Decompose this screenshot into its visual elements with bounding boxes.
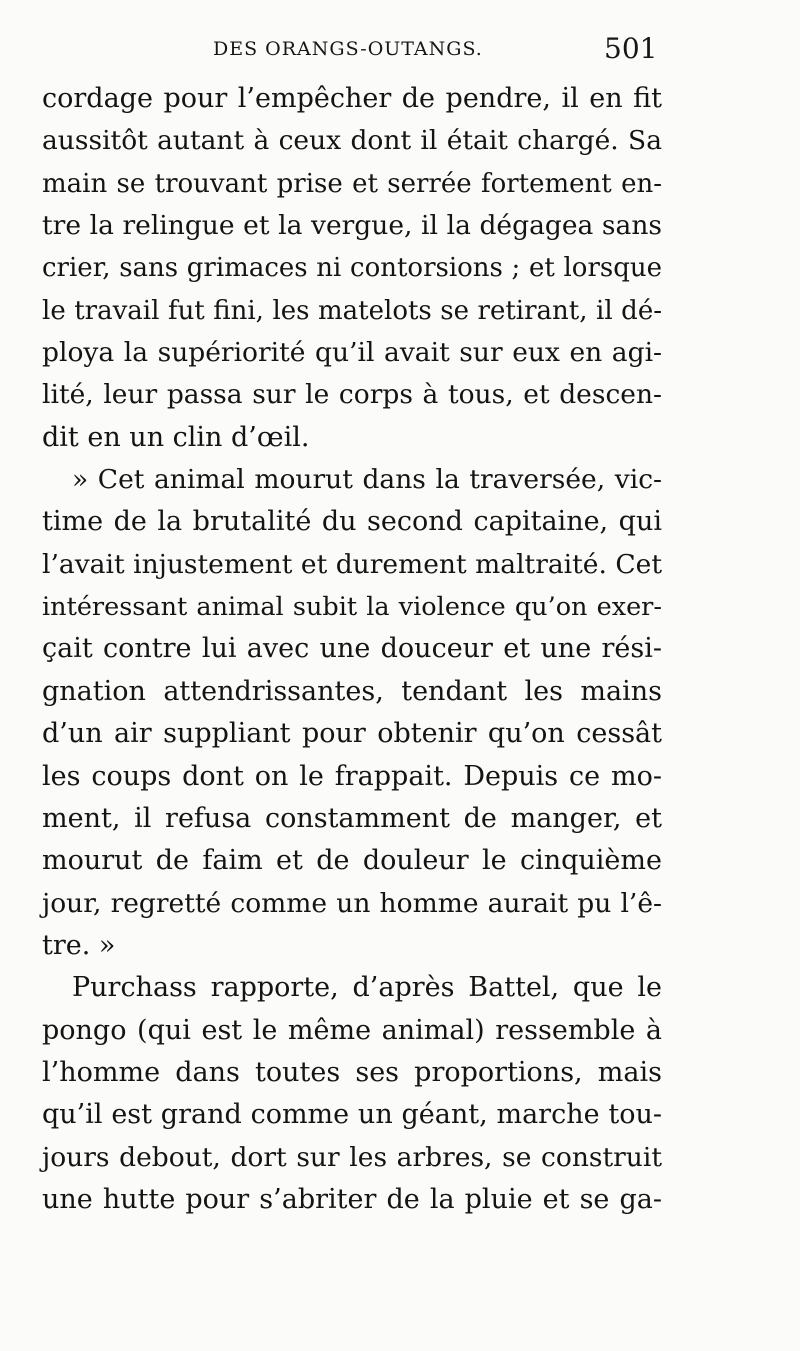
paragraph-end-line: tre. » bbox=[42, 929, 116, 961]
paragraph-start-line: Purchass rapporte, d’après Battel, que le bbox=[72, 972, 662, 1004]
text-line: cordage pour l’empêcher de pendre, il en fit bbox=[42, 83, 662, 114]
running-title: DES ORANGS-OUTANGS. bbox=[213, 38, 483, 60]
text-line: lité, leur passa sur le corps à tous, et descen- bbox=[42, 379, 662, 411]
text-line: pongo (qui est le même animal) ressemble à bbox=[42, 1014, 662, 1046]
page-number: 501 bbox=[604, 32, 658, 65]
text-line: l’homme dans toutes ses proportions, mais bbox=[42, 1056, 662, 1088]
text-line: mourut de faim et de douleur le cinquième bbox=[42, 845, 662, 877]
text-line: gnation attendrissantes, tendant les mains bbox=[42, 675, 662, 707]
text-line: le travail fut fini, les matelots se retirant, il dé- bbox=[42, 295, 662, 326]
text-line: time de la brutalité du second capitaine, qui bbox=[42, 506, 662, 538]
text-line: main se trouvant prise et serrée fortement en- bbox=[42, 168, 662, 199]
body-text bbox=[42, 78, 662, 1221]
text-line: jours debout, dort sur les arbres, se construit bbox=[42, 1141, 662, 1173]
text-line: d’un air suppliant pour obtenir qu’on cessât bbox=[42, 718, 662, 750]
text-line: jour, regretté comme un homme aurait pu l’ê- bbox=[42, 887, 662, 919]
paragraph-end-line: dit en un clin d’œil. bbox=[42, 421, 310, 453]
text-line: crier, sans grimaces ni contorsions ; et lorsque bbox=[42, 253, 662, 284]
text-line: une hutte pour s’abriter de la pluie et se ga- bbox=[42, 1183, 662, 1215]
text-line: intéressant animal subit la violence qu’on exer- bbox=[42, 592, 662, 623]
text-line: tre la relingue et la vergue, il la dégagea sans bbox=[42, 210, 662, 242]
text-line: les coups dont on le frappait. Depuis ce mo- bbox=[42, 760, 662, 792]
text-line: ment, il refusa constamment de manger, et bbox=[42, 802, 662, 834]
running-head bbox=[0, 30, 800, 70]
text-line: qu’il est grand comme un géant, marche tou- bbox=[42, 1099, 662, 1131]
text-line: çait contre lui avec une douceur et une rési- bbox=[42, 633, 662, 665]
text-line: ploya la supériorité qu’il avait sur eux en agi- bbox=[42, 337, 662, 369]
text-line: aussitôt autant à ceux dont il était chargé. Sa bbox=[42, 125, 662, 157]
text-line: l’avait injustement et durement maltraité. Cet bbox=[42, 548, 662, 580]
paragraph-start-line: » Cet animal mourut dans la traversée, vic- bbox=[72, 464, 662, 496]
